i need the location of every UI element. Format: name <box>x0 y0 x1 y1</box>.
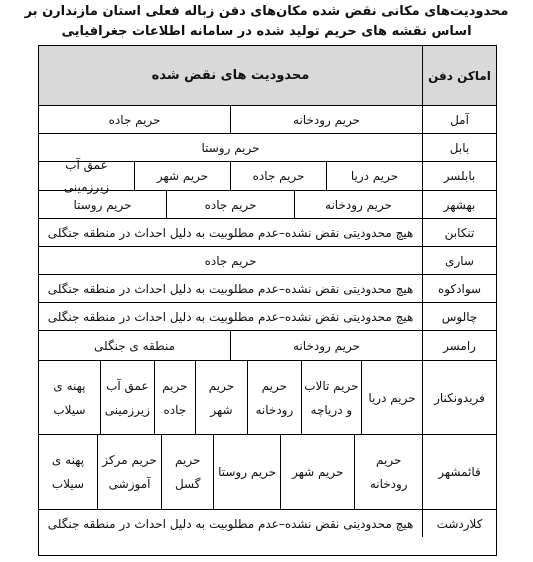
landfill-site-name: تنکابن <box>422 219 496 246</box>
restriction-cell: حریم رودخانه <box>294 191 422 218</box>
restriction-cell: هیچ محدودیتی نقض نشده–عدم مطلوبیت به دلیل احداث در منطقه جنگلی <box>47 225 414 240</box>
restriction-cell: پهنه ی سیلاب <box>51 453 85 491</box>
restriction-cell: حریم دریا <box>361 361 422 434</box>
restriction-cell: حریم روستا <box>73 197 132 212</box>
header-landfill-sites: اماکن دفن <box>422 46 496 105</box>
table-row <box>39 434 496 509</box>
landfill-site-name: آمل <box>422 106 496 133</box>
restriction-cell: حریم رودخانه <box>354 435 422 509</box>
restriction-cell: حریم روستا <box>213 435 280 509</box>
landfill-site-name: چالوس <box>422 303 496 330</box>
landfill-site-name: کلاردشت <box>422 510 496 537</box>
landfill-site-name: رامسر <box>422 331 496 360</box>
table-row <box>39 302 496 330</box>
restriction-cell: حریم مرکز آموزشی <box>97 435 161 509</box>
header-violated-restrictions: محدودیت های نقض شده <box>151 67 310 83</box>
restriction-cell: عمق آب زیرزمینی <box>100 361 154 434</box>
table-row <box>39 330 496 360</box>
table-row <box>39 246 496 274</box>
table-row <box>39 274 496 302</box>
restriction-cell: حریم گسل <box>161 435 213 509</box>
restriction-cell: هیچ محدودیتی نقض نشده–عدم مطلوبیت به دلیل احداث در منطقه جنگلی <box>47 516 414 531</box>
table-row <box>39 158 496 194</box>
restriction-cell: هیچ محدودیتی نقض نشده–عدم مطلوبیت به دلیل احداث در منطقه جنگلی <box>47 281 414 296</box>
restriction-cell: حریم رودخانه <box>230 331 422 360</box>
page-title: محدودیت‌های مکانی نقض شده مکان‌های دفن زباله فعلی استان مازندارن بر اساس نقشه های حریم تولید شده در سامانه اطلاعات جغرافیایی <box>24 4 509 39</box>
table-row <box>39 190 496 218</box>
restriction-cell: حریم رودخانه <box>247 361 301 434</box>
landfill-site-name: بابلسر <box>422 162 496 190</box>
landfill-site-name: قائمشهر <box>422 435 496 509</box>
restriction-cell: حریم روستا <box>201 140 260 155</box>
restriction-cell: پهنه ی سیلاب <box>53 378 86 417</box>
table-row <box>39 218 496 246</box>
restriction-cell: منطقه ی جنگلی <box>93 338 176 353</box>
table-row <box>39 360 496 434</box>
restriction-cell: حریم شهر <box>134 162 230 190</box>
table-row <box>39 509 496 537</box>
restriction-cell: حریم دریا <box>326 162 422 190</box>
restriction-cell: حریم رودخانه <box>230 106 422 133</box>
restriction-cell: حریم شهر <box>195 361 247 434</box>
restriction-cell: عمق آب زیرزمینی <box>63 158 110 194</box>
landfill-site-name: بابل <box>422 134 496 161</box>
landfill-site-name: فریدونکنار <box>422 361 496 434</box>
restriction-cell: حریم جاده <box>166 191 294 218</box>
table-row <box>39 105 496 133</box>
landfill-site-name: ساری <box>422 247 496 274</box>
landfill-site-name: بهشهر <box>422 191 496 218</box>
restrictions-table <box>38 45 497 556</box>
table-header-row <box>39 46 496 105</box>
restriction-cell: هیچ محدودیتی نقض نشده–عدم مطلوبیت به دلیل احداث در منطقه جنگلی <box>47 309 414 324</box>
restriction-cell: حریم جاده <box>204 253 257 268</box>
restriction-cell: حریم جاده <box>154 361 195 434</box>
restriction-cell: حریم جاده <box>108 112 161 127</box>
restriction-cell: حریم تالاب و دریاچه <box>301 361 361 434</box>
landfill-site-name: سوادکوه <box>422 275 496 302</box>
restriction-cell: حریم شهر <box>280 435 354 509</box>
restriction-cell: حریم جاده <box>230 162 326 190</box>
